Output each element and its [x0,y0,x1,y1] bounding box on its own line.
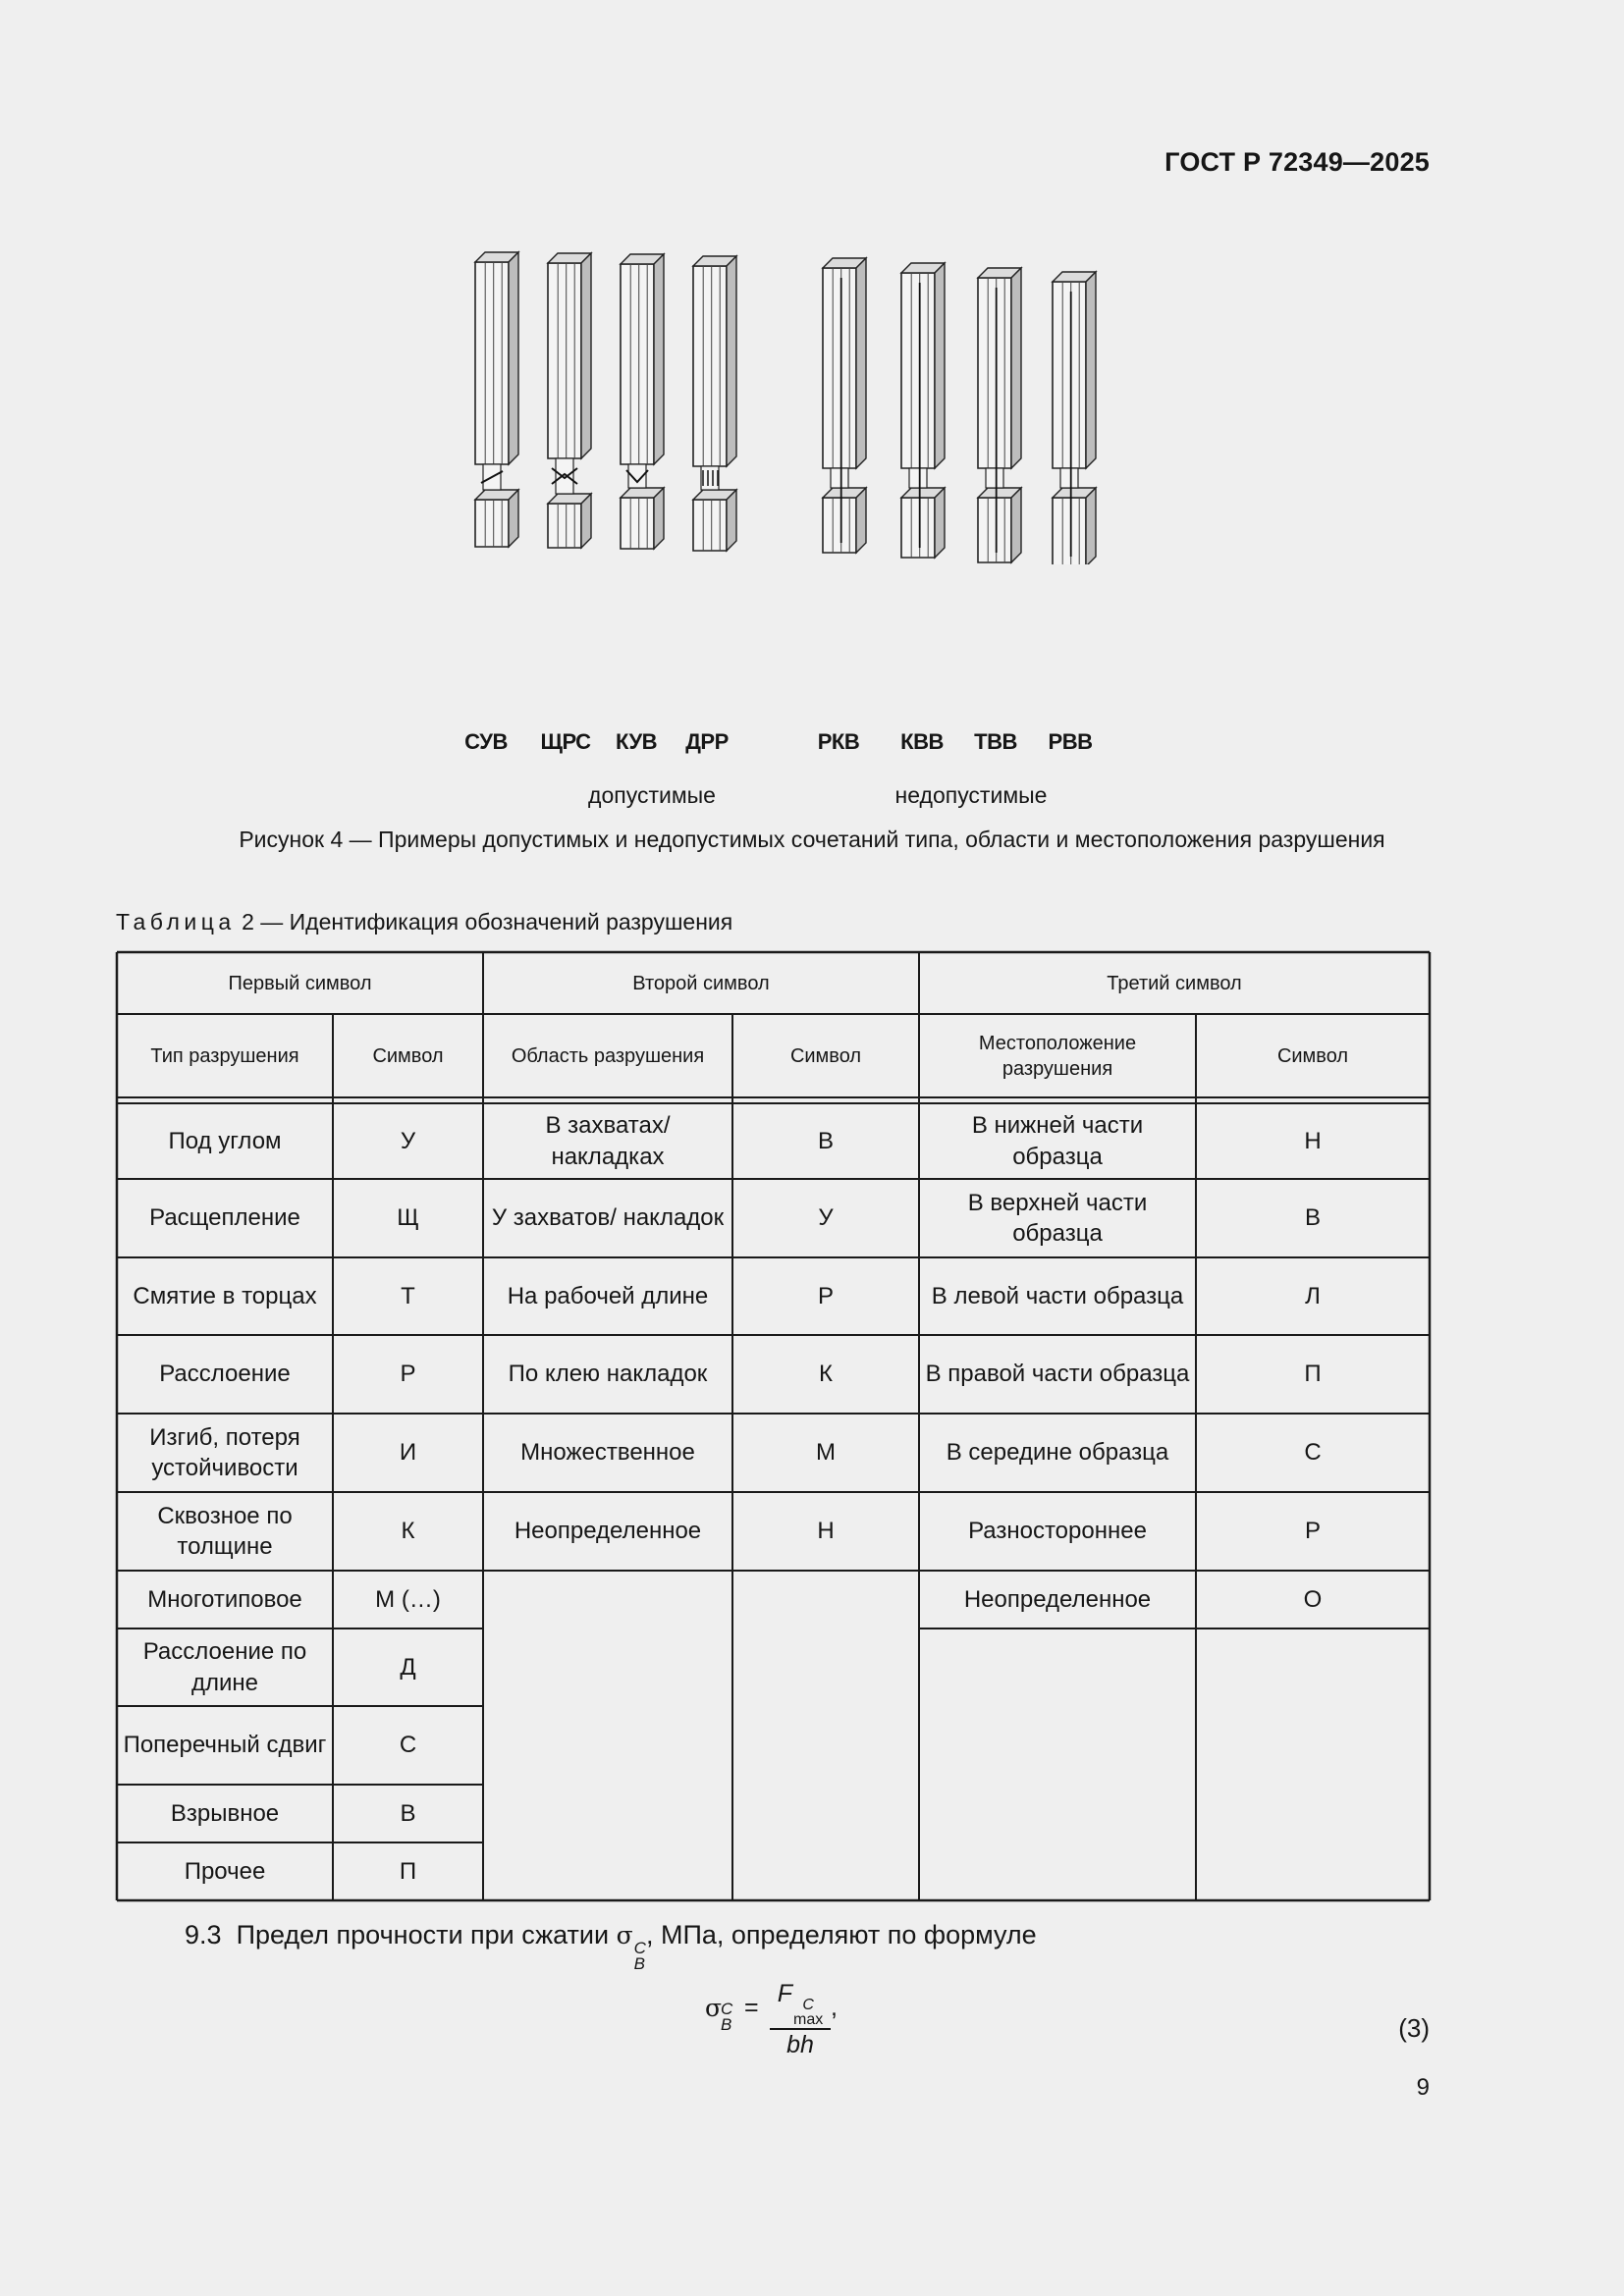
table-cell-failure-area: У захватов/ накладок [491,1204,725,1232]
table-cell-failure-location: В левой части образца [931,1282,1184,1309]
table-cell-failure-area: На рабочей длине [507,1282,709,1309]
formula-force-indices [793,1998,823,2027]
formula-sigma-sub: B [721,2015,732,2035]
specimen-label: ТВВ [974,729,1017,754]
table-cell-symbol: Р [1304,1518,1321,1545]
table-cell-failure-type: Под углом [168,1127,282,1154]
specimen-label: КВВ [900,729,944,754]
table-cell-failure-type: Сквозное по толщине [157,1502,293,1560]
formula-sigma-indices [721,2002,732,2033]
formula-force-sub: max [793,2011,824,2029]
table-cell-symbol: Т [401,1282,415,1309]
table-cell-failure-location: В правой части образца [925,1361,1190,1388]
column-header: Символ [789,1044,862,1067]
table-cell-symbol: В [400,1799,416,1827]
table-cell-symbol: Н [817,1518,835,1545]
formula-fraction [770,1980,831,2059]
formula-force-sup: C [802,1997,814,2013]
section-text-before: Предел прочности при сжатии [236,1920,617,1949]
sigma-indices [634,1941,646,1972]
table-cell-symbol: К [401,1518,415,1545]
table-cell-symbol: В [1304,1204,1321,1232]
group-header-second: Второй символ [632,972,770,994]
table-cell-symbol: У [400,1127,416,1154]
table-cell-symbol: У [818,1204,834,1232]
table-cell-symbol: Н [1304,1127,1322,1154]
sigma-subscript: B [633,1954,646,1974]
table-cell-failure-type: Смятие в торцах [133,1282,317,1309]
table-cell-failure-type: Расслоение [159,1361,291,1388]
specimen-label: СУВ [464,729,508,754]
specimen-label: ДРР [685,729,729,754]
table-cell-symbol: П [1304,1361,1322,1388]
specimen-label: КУВ [615,729,658,754]
group-header-first: Первый символ [228,972,372,994]
column-header: Тип разрушения [150,1044,299,1067]
column-header: Символ [1276,1044,1349,1067]
table-cell-symbol: С [399,1732,417,1759]
sigma-symbol: σ [616,1921,633,1949]
page-number: 9 [1416,2074,1430,2101]
formula-numerator [770,1980,831,2030]
table-cell-failure-type: Расщепление [149,1204,300,1232]
column-header: Область разрушения [511,1044,705,1067]
table-caption-title: 2 — Идентификация обозначений разрушения [235,909,733,934]
table-cell-failure-location: В нижней части образца [971,1112,1144,1170]
formula-sigma: σ [705,1994,723,2022]
table-cell-failure-type: Прочее [184,1857,266,1885]
formula-comma: , [831,1994,838,2021]
equation-number: (3) [1398,2013,1430,2043]
group-label-acceptable: допустимые [588,782,716,808]
table-cell-symbol: М (…) [375,1585,441,1613]
section-text-after: , МПа, определяют по формуле [645,1920,1037,1949]
section-number: 9.3 [185,1920,222,1949]
group-header-third: Третий символ [1107,972,1242,994]
specimen-label: РКВ [817,729,860,754]
column-header: Местоположение разрушения [978,1032,1137,1080]
table-cell-symbol: Р [400,1361,416,1388]
table-cell-failure-type: Взрывное [170,1799,280,1827]
table-cell-symbol: Щ [397,1204,419,1232]
section-9-3-text [185,1920,1037,1972]
table-cell-symbol: О [1303,1585,1323,1613]
table-cell-symbol: В [817,1127,834,1154]
table-cell-failure-location: В верхней части образца [967,1189,1148,1247]
table-cell-failure-location: Разностороннее [968,1518,1147,1545]
table-cell-failure-area: В захватах/ накладках [545,1112,671,1170]
table-cell-symbol: Р [817,1282,834,1309]
group-label-unacceptable: недопустимые [894,782,1048,808]
table-cell-symbol: И [399,1439,417,1467]
table-cell-symbol: М [816,1439,836,1467]
formula-equals: = [744,1994,759,2021]
table-caption-prefix: Таблица [116,909,236,934]
table-cell-failure-type: Изгиб, потеря устойчивости [149,1423,300,1481]
formula-denominator: bh [786,2031,814,2059]
table-cell-failure-area: Неопределенное [514,1518,702,1545]
specimen-label: РВВ [1048,729,1093,754]
table-cell-symbol: К [819,1361,833,1388]
formula-force: F [777,1980,793,2007]
specimen-label: ЩРС [540,729,591,754]
table-cell-symbol: П [399,1857,417,1885]
sigma-superscript: C [633,1939,646,1957]
table-cell-symbol: С [1304,1439,1322,1467]
table-cell-failure-area: Множественное [520,1439,695,1467]
column-header: Символ [372,1044,444,1067]
table-cell-failure-area: По клею накладок [508,1361,708,1388]
table-cell-symbol: Л [1305,1282,1321,1309]
table-cell-failure-type: Многотиповое [147,1585,302,1613]
table-cell-failure-type: Расслоение по длине [142,1638,307,1696]
table-cell-failure-location: Неопределенное [963,1585,1152,1613]
formula-sigma-sup: C [721,2000,733,2018]
table-cell-failure-location: В середине образца [946,1439,1169,1467]
table-cell-symbol: Д [400,1653,416,1681]
table-cell-failure-type: Поперечный сдвиг [123,1732,327,1759]
document-number: ГОСТ Р 72349—2025 [1164,147,1430,177]
figure-caption: Рисунок 4 — Примеры допустимых и недопустимых сочетаний типа, области и местоположения разрушения [239,827,1385,852]
